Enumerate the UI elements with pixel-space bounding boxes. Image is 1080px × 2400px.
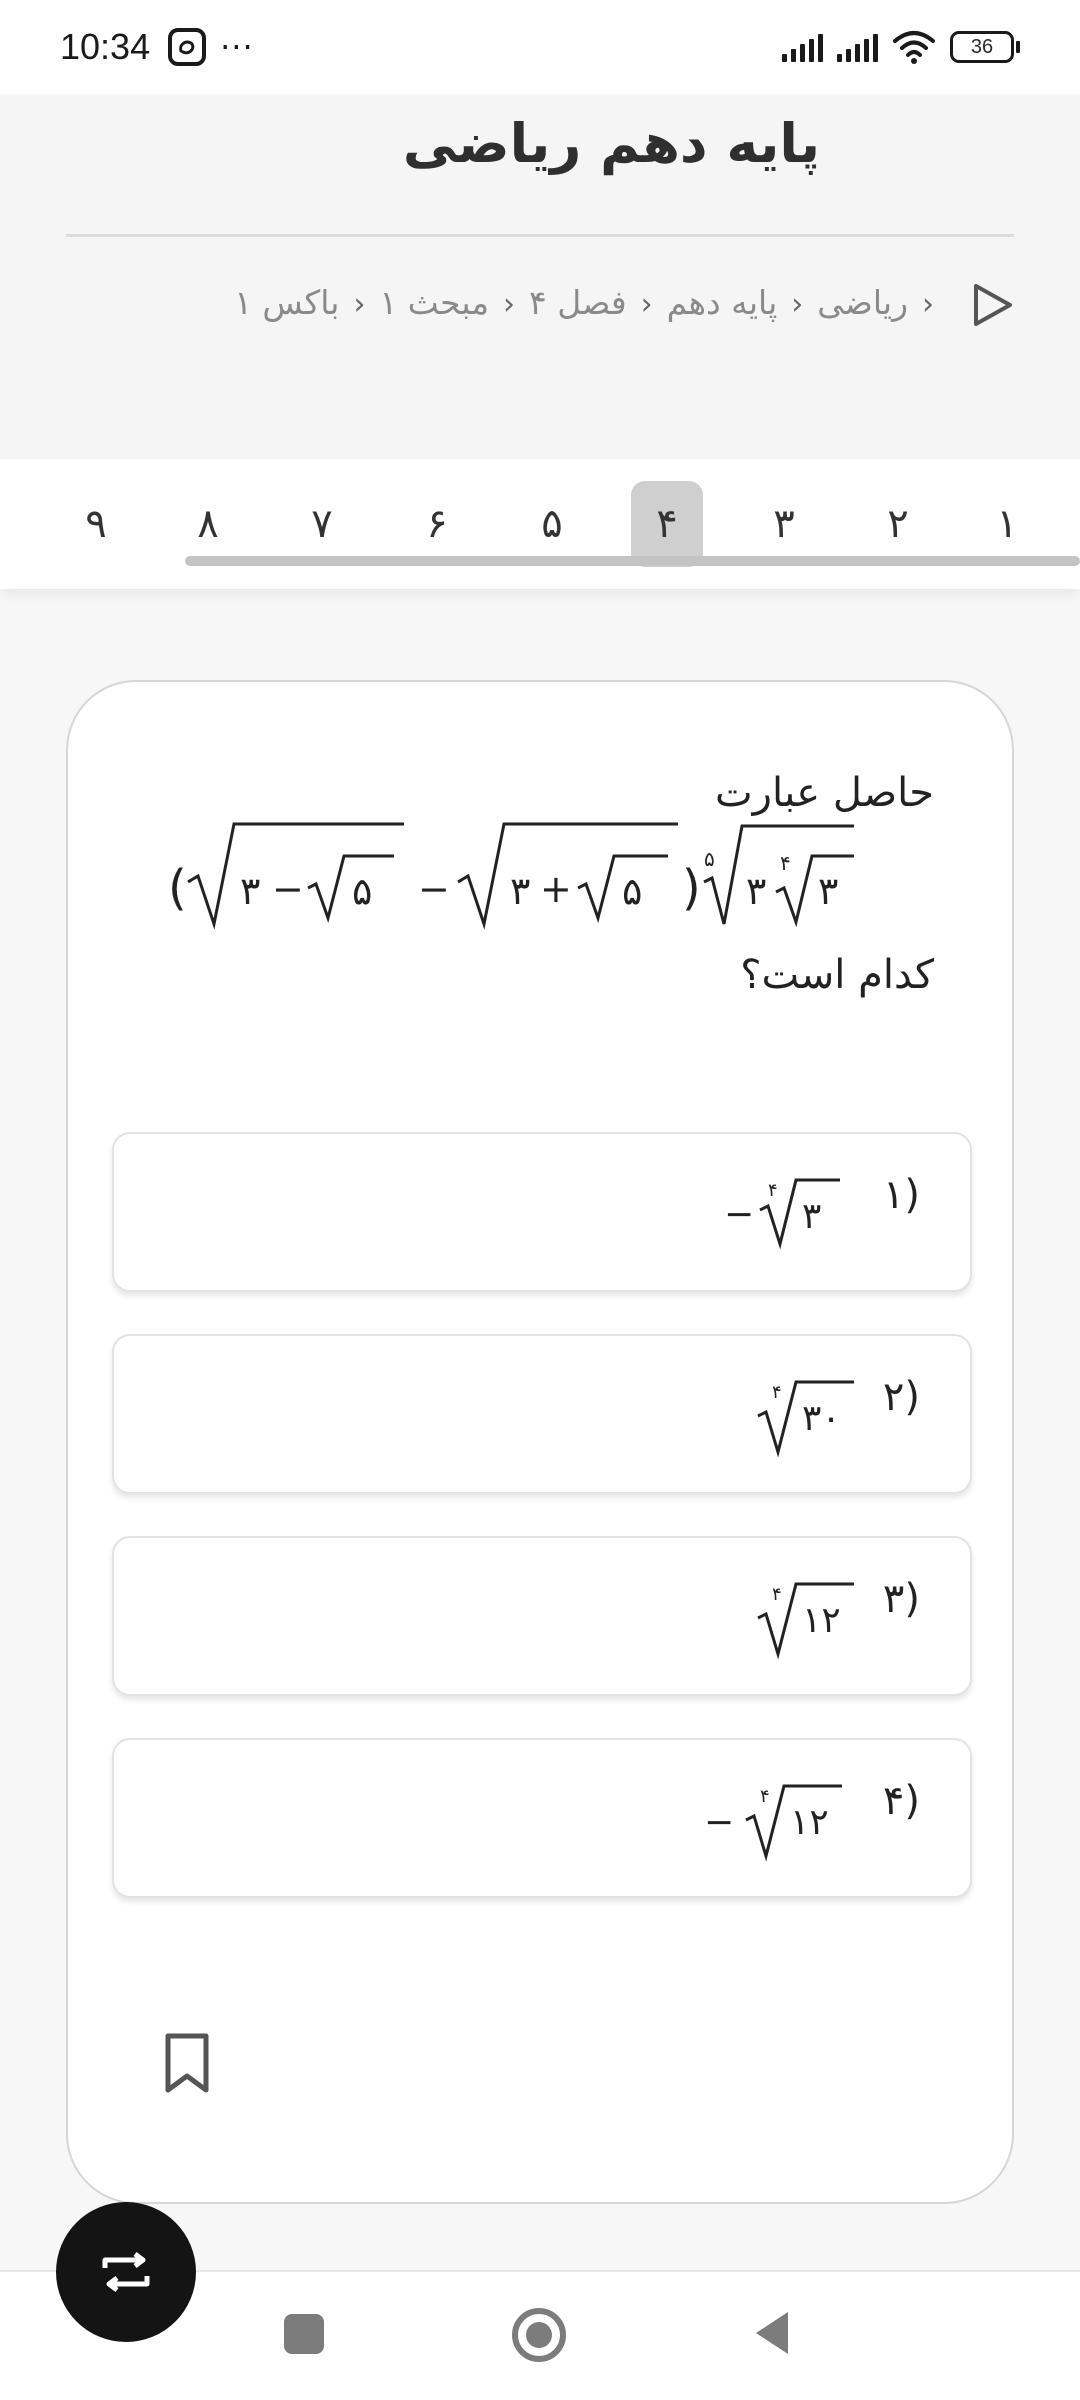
tab-question-2[interactable]: ۲ [887,501,909,547]
svg-text:−: − [418,867,450,911]
option-sign: − [704,1802,735,1843]
question-card [66,680,1014,2204]
answer-option-4[interactable] [112,1738,972,1898]
option-number: ۳) [882,1576,920,1622]
root-index: ۴ [760,1786,770,1807]
home-icon[interactable] [510,2306,568,2364]
breadcrumb-item-subject[interactable]: ریاضی [817,283,908,322]
recents-icon[interactable] [284,2314,324,2354]
formula-digit-three: ۳ [240,869,261,913]
formula-digit-three: ۳ [818,869,839,913]
battery-icon [950,31,1020,63]
radicand: ۱۲ [790,1802,829,1843]
root-index: ۴ [772,1584,782,1605]
signal-icon [837,32,878,62]
more-notifications-icon: ··· [220,28,254,66]
question-outro: کدام است؟ [740,952,934,998]
answer-option-2[interactable] [112,1334,972,1494]
formula-digit-five: ۵ [622,869,643,913]
tab-question-1[interactable]: ۱ [996,501,1018,547]
tab-question-6[interactable]: ۶ [426,501,448,547]
svg-text:): ) [682,860,701,916]
formula-digit-five: ۵ [352,869,373,913]
back-icon[interactable] [752,2308,792,2358]
tab-question-9[interactable]: ۹ [85,501,107,547]
question-intro: حاصل عبارت [715,770,934,816]
chevron-left-icon: ‹ [353,287,366,322]
radicand: ۳ [802,1196,822,1237]
root-index: ۴ [768,1180,778,1201]
question-formula [168,812,928,942]
chevron-left-icon: ‹ [640,287,653,322]
option-formula [754,1356,864,1466]
header [0,94,1080,459]
tab-question-8[interactable]: ۸ [197,501,219,547]
svg-text:−: − [272,867,304,911]
formula-digit-three: ۳ [510,869,531,913]
formula-digit-five: ۵ [704,847,715,871]
option-number: ۴) [882,1778,920,1824]
status-time: 10:34 [60,26,151,67]
breadcrumb-item-box[interactable]: باکس ۱ [234,283,340,322]
answer-option-3[interactable] [112,1536,972,1696]
question-number-tabs [0,459,1080,589]
swap-button[interactable] [56,2202,196,2342]
option-sign: − [724,1194,755,1235]
formula-digit-four: ۴ [780,851,791,875]
chevron-left-icon: ‹ [503,287,516,322]
play-icon[interactable] [970,282,1014,328]
tab-question-4[interactable]: ۴ [631,481,703,567]
formula-digit-three: ۳ [746,869,767,913]
option-number: ۱) [882,1172,920,1218]
breadcrumb [114,272,1014,336]
option-formula [724,1154,844,1264]
chevron-left-icon: ‹ [922,287,934,322]
tab-question-7[interactable]: ۷ [311,501,333,547]
tab-question-3[interactable]: ۳ [773,501,795,547]
chevron-left-icon: ‹ [791,287,804,322]
option-formula [704,1760,854,1870]
wifi-icon [892,29,936,65]
option-number: ۲) [882,1374,920,1420]
breadcrumb-item-grade[interactable]: پایه دهم [666,283,778,322]
radicand: ۳۰ [802,1398,841,1439]
battery-level: 36 [950,31,1014,63]
breadcrumb-item-chapter[interactable]: فصل ۴ [529,283,627,322]
svg-text:+: + [540,867,572,911]
app-icon [168,28,206,66]
tabs-scrollbar[interactable] [185,556,1080,566]
option-formula [754,1558,864,1668]
bookmark-icon[interactable] [162,2032,212,2094]
signal-icon [782,32,823,62]
header-divider [66,234,1014,237]
answer-option-1[interactable] [112,1132,972,1292]
breadcrumb-item-topic[interactable]: مبحث ۱ [379,283,490,322]
tab-question-5[interactable]: ۵ [541,501,563,547]
swap-icon [99,2252,153,2292]
svg-text:(: ( [168,860,187,916]
status-bar [0,0,1080,94]
radicand: ۱۲ [802,1600,841,1641]
page-title: پایه دهم ریاضی [402,112,820,175]
root-index: ۴ [772,1382,782,1403]
